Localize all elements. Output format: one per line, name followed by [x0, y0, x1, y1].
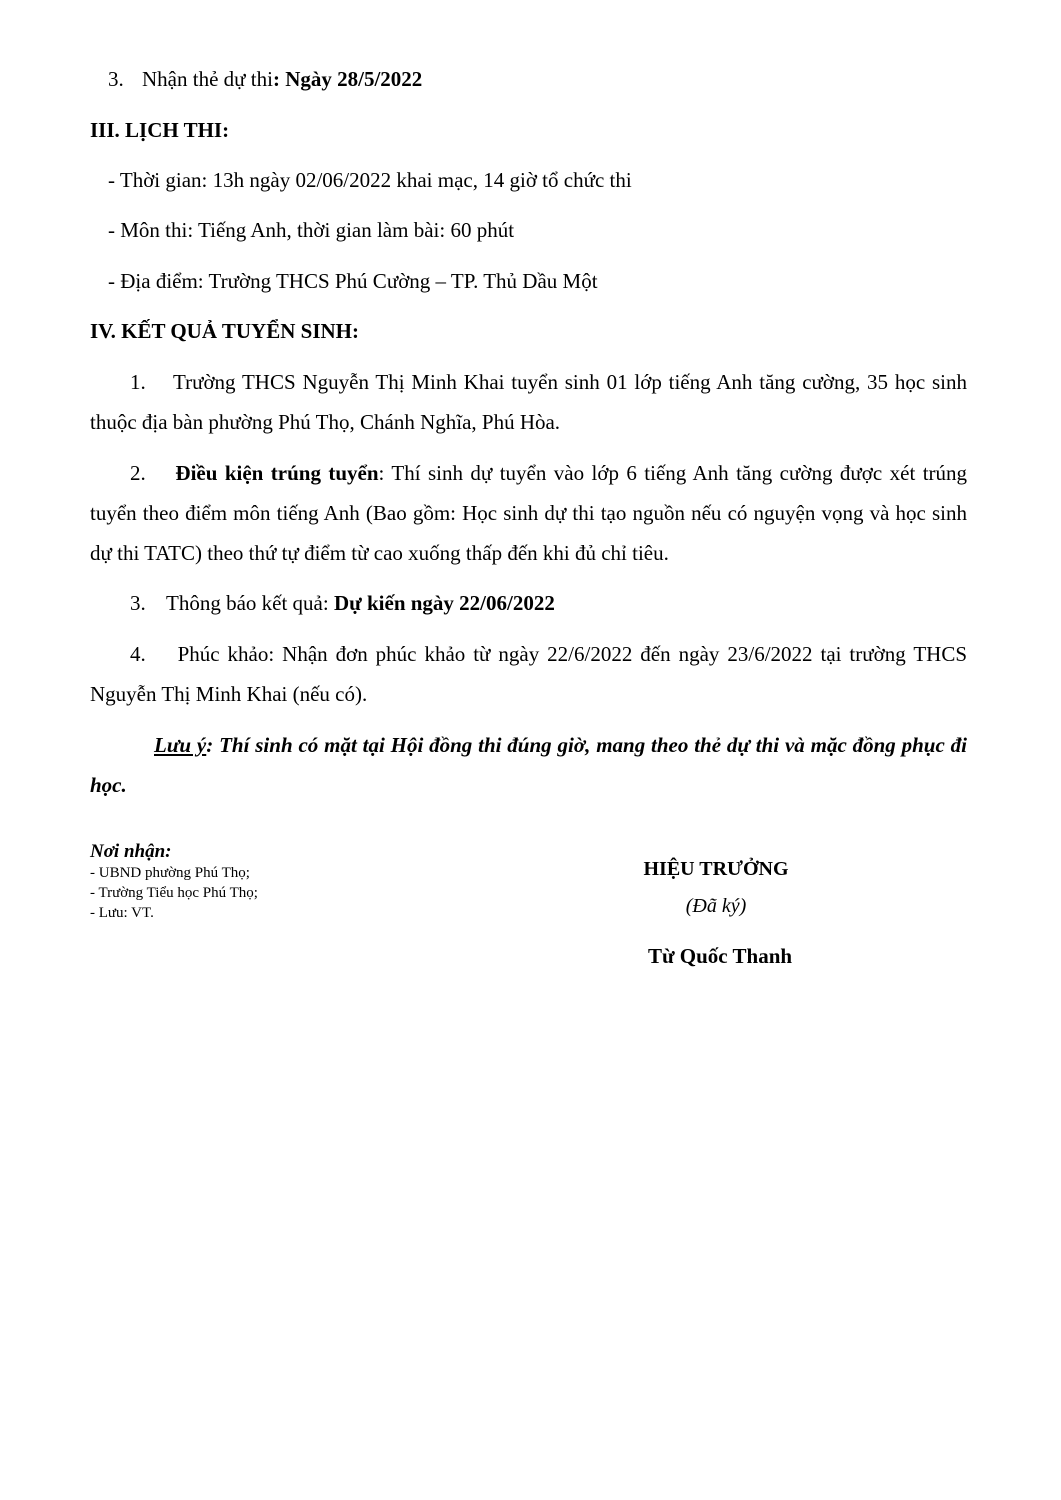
- section-iv-heading: IV. KẾT QUẢ TUYỂN SINH:: [90, 319, 359, 343]
- result-item-2-number: 2.: [130, 461, 146, 485]
- result-item-2-text: : Thí sinh dự tuyển vào lớp 6 tiếng Anh tăng cường được xét trúng tuyển theo điểm môn tiếng Anh (Bao gồm: Học sinh dự thi tạo nguồn nếu có nguyện vọng và học sinh dự thi TATC) theo thứ tự điểm từ cao xuống thấp đến khi đủ chỉ tiêu.: [90, 461, 968, 565]
- result-item-2-label: Điều kiện trúng tuyển: [175, 461, 379, 485]
- result-item-3: [130, 593, 555, 614]
- result-item-3-number: 3.: [130, 591, 146, 615]
- recipient-item: - Lưu: VT.: [90, 905, 154, 921]
- result-item-3-label: Thông báo kết quả:: [166, 591, 334, 615]
- result-item-4: [90, 634, 967, 714]
- signature-name: Từ Quốc Thanh: [647, 944, 793, 968]
- signature-title: HIỆU TRƯỞNG: [643, 858, 789, 880]
- schedule-subject-line: - Môn thi: Tiếng Anh, thời gian làm bài: 60 phút: [108, 218, 515, 242]
- recipient-item: - Trường Tiểu học Phú Thọ;: [90, 885, 258, 901]
- receive-card-number: 3.: [108, 67, 124, 91]
- section-iii-heading: III. LỊCH THI:: [90, 118, 230, 142]
- result-item-4-number: 4.: [130, 642, 146, 666]
- schedule-location-line: - Địa điểm: Trường THCS Phú Cường – TP. Thủ Dầu Một: [108, 269, 598, 293]
- recipients-title: Nơi nhận:: [90, 841, 172, 862]
- result-item-4-text: Phúc khảo: Nhận đơn phúc khảo từ ngày 22/6/2022 đến ngày 23/6/2022 tại trường THCS Nguyễn Thị Minh Khai (nếu có).: [90, 642, 968, 706]
- result-item-3-date: Dự kiến ngày 22/06/2022: [333, 591, 555, 615]
- result-item-1-text: Trường THCS Nguyễn Thị Minh Khai tuyển sinh 01 lớp tiếng Anh tăng cường, 35 học sinh thuộc địa bàn phường Phú Thọ, Chánh Nghĩa, Phú Hòa.: [90, 370, 968, 434]
- result-item-2: [90, 453, 967, 573]
- signature-status: (Đã ký): [685, 895, 747, 917]
- attendance-note-label: Lưu ý: [154, 733, 207, 757]
- result-item-1-number: 1.: [130, 370, 146, 394]
- recipient-item: - UBND phường Phú Thọ;: [90, 865, 250, 881]
- attendance-note: [90, 725, 967, 805]
- attendance-note-text: : Thí sinh có mặt tại Hội đồng thi đúng giờ, mang theo thẻ dự thi và mặc đồng phục đi học.: [90, 733, 967, 797]
- receive-card-line: [108, 69, 422, 90]
- receive-card-date: : Ngày 28/5/2022: [272, 67, 423, 91]
- schedule-time-line: - Thời gian: 13h ngày 02/06/2022 khai mạc, 14 giờ tổ chức thi: [108, 168, 632, 192]
- receive-card-label: Nhận thẻ dự thi: [142, 67, 273, 91]
- result-item-1: [90, 362, 967, 442]
